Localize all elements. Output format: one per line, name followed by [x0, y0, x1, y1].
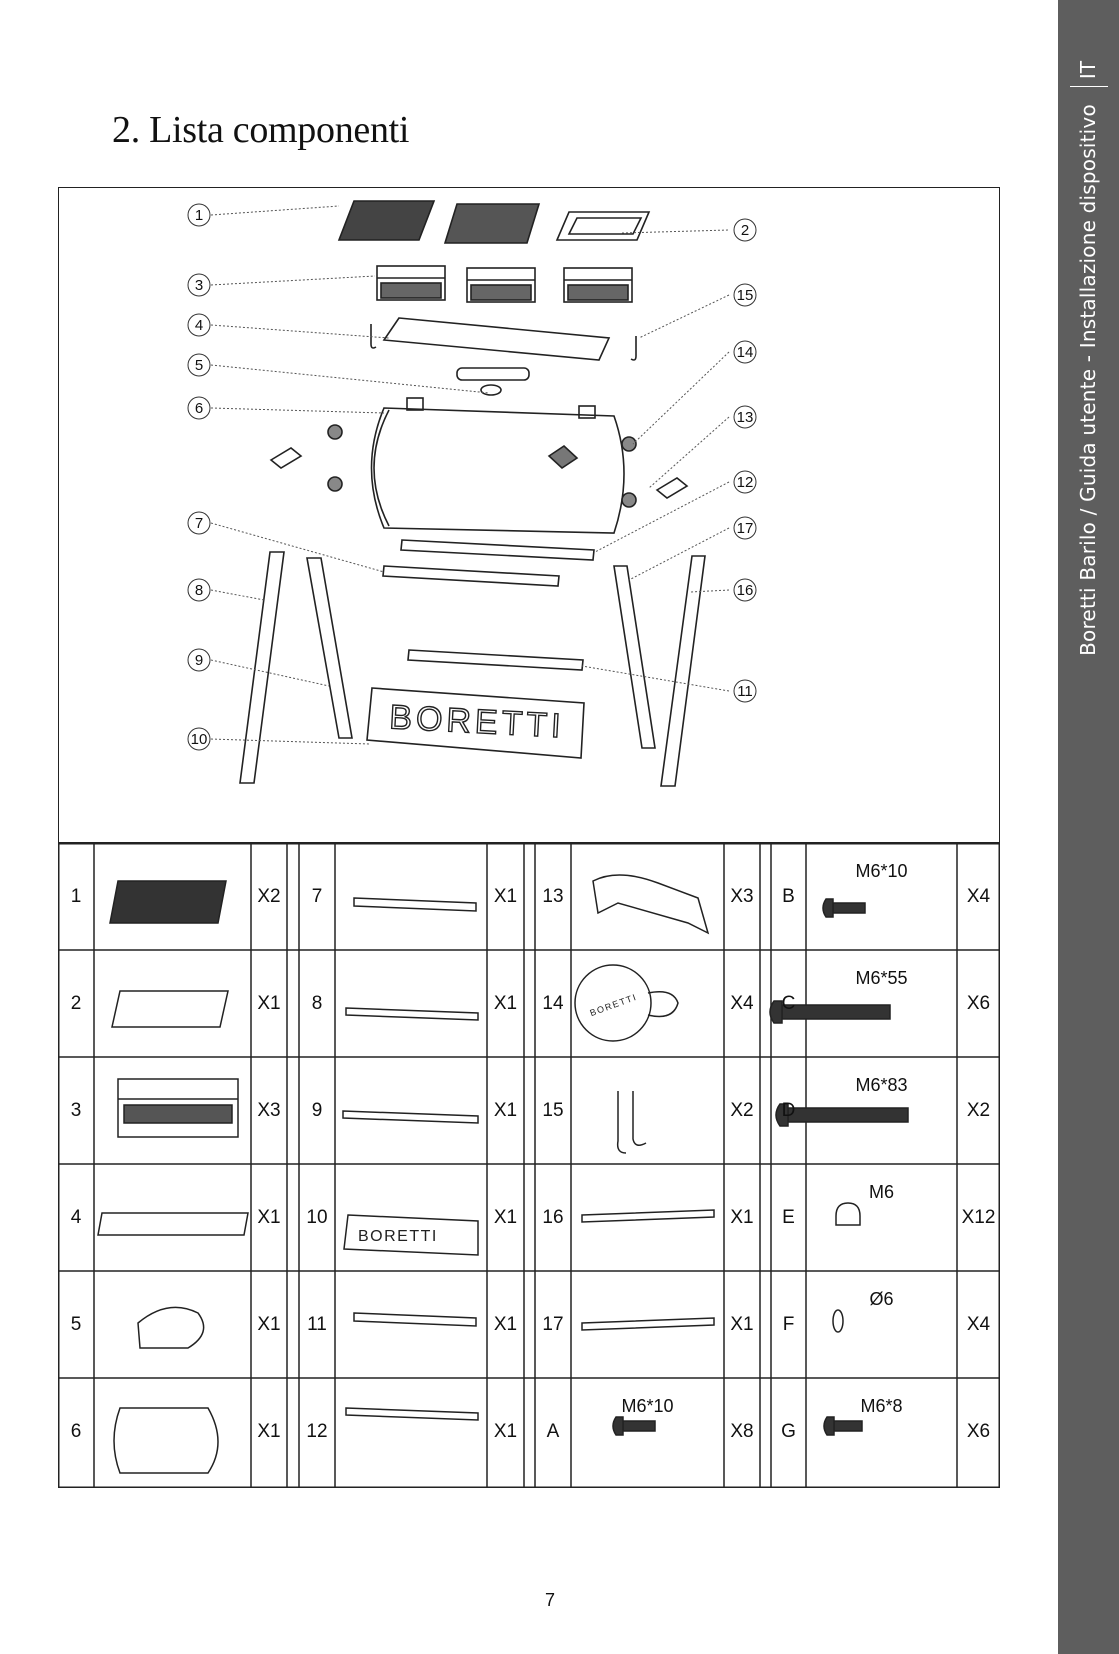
part-number: E — [782, 1206, 795, 1228]
part-number: 7 — [311, 885, 323, 907]
part-number: 5 — [70, 1313, 82, 1335]
callout-16-label: 16 — [736, 582, 754, 599]
part-number: 10 — [306, 1206, 328, 1228]
callout-1-label: 1 — [194, 207, 204, 224]
part-number: D — [781, 1099, 796, 1121]
part-quantity: X4 — [966, 885, 991, 907]
barrel — [372, 398, 625, 533]
callout-12 — [734, 471, 756, 493]
exploded-view-diagram — [58, 187, 1000, 843]
part-quantity: X1 — [257, 1313, 281, 1335]
part-number: 12 — [306, 1420, 328, 1442]
part-number: 6 — [70, 1420, 82, 1442]
callout-11 — [734, 680, 756, 702]
callout-14 — [734, 341, 756, 363]
exploded-view-drawing — [59, 188, 1001, 844]
part-number: 11 — [307, 1313, 327, 1335]
part-number: 1 — [70, 885, 82, 907]
part-6-barrel-picture — [114, 1408, 218, 1473]
part-16-leg-picture — [582, 1210, 714, 1222]
part-quantity: X1 — [493, 885, 518, 907]
part-number: C — [781, 992, 796, 1014]
part-quantity: X12 — [961, 1206, 996, 1228]
callout-17 — [734, 517, 756, 539]
fastener-size-label: M6*10 — [855, 860, 908, 881]
part-quantity: X1 — [257, 1420, 281, 1442]
fastener-size-label: Ø6 — [869, 1288, 894, 1309]
callout-6 — [188, 397, 210, 419]
page-number: 7 — [544, 1590, 555, 1610]
part-number: 8 — [311, 992, 323, 1014]
fastener-size-label: M6*10 — [621, 1395, 674, 1416]
callout-16 — [734, 579, 756, 601]
part-10-plate-brand: BORETTI — [358, 1228, 438, 1245]
part-quantity: X6 — [966, 1420, 991, 1442]
part-quantity: X2 — [257, 885, 281, 907]
callout-5 — [188, 354, 210, 376]
part-quantity: X2 — [966, 1099, 991, 1121]
fastener-size-label: M6*83 — [855, 1074, 908, 1095]
part-number: 3 — [70, 1099, 82, 1121]
part-number: 14 — [542, 992, 564, 1014]
part-11-bar-picture — [354, 1313, 476, 1326]
callout-15 — [734, 284, 756, 306]
language-label: IT — [1076, 60, 1100, 80]
part-number: A — [546, 1420, 560, 1442]
part-number: 16 — [542, 1206, 564, 1228]
part-quantity: X4 — [730, 992, 754, 1014]
callout-6-label: 6 — [194, 400, 204, 417]
part-13-handle-picture — [593, 875, 708, 933]
callout-11-label: 11 — [737, 683, 753, 700]
fastener-size-label: M6*8 — [860, 1395, 903, 1416]
part-4-tray-picture — [98, 1213, 248, 1235]
part-quantity: X1 — [493, 1420, 518, 1442]
callout-2 — [734, 219, 756, 241]
part-1-grid-picture — [110, 881, 226, 923]
callout-7 — [188, 512, 210, 534]
callout-3 — [188, 274, 210, 296]
part-14-wheel-brand: BORETTI — [588, 991, 639, 1019]
bolt-d-picture — [788, 1108, 908, 1122]
callout-4-label: 4 — [194, 317, 204, 334]
part-quantity: X1 — [493, 992, 518, 1014]
part-quantity: X3 — [730, 885, 754, 907]
fastener-size-label: M6*55 — [855, 967, 908, 988]
part-number: F — [782, 1313, 795, 1335]
callout-13-label: 13 — [736, 409, 754, 426]
part-12-bar-picture — [346, 1408, 478, 1420]
sidebar-divider — [1070, 86, 1108, 87]
part-number: 13 — [542, 885, 564, 907]
page-title: 2. Lista componenti — [112, 109, 410, 151]
callout-10-label: 10 — [190, 731, 208, 748]
part-quantity: X2 — [730, 1099, 754, 1121]
part-number: 17 — [542, 1313, 564, 1335]
callout-3-label: 3 — [194, 277, 204, 294]
callout-17-label: 17 — [736, 520, 754, 537]
part-quantity: X1 — [493, 1206, 518, 1228]
part-number: 15 — [542, 1099, 564, 1121]
part-quantity: X8 — [730, 1420, 754, 1442]
part-quantity: X1 — [730, 1313, 754, 1335]
part-17-leg-picture — [582, 1318, 714, 1330]
callout-8 — [188, 579, 210, 601]
part-quantity: X1 — [257, 992, 281, 1014]
part-number: G — [781, 1420, 796, 1442]
part-quantity: X1 — [730, 1206, 754, 1228]
part-2-grid-picture — [112, 991, 228, 1027]
part-8-bar-picture — [346, 1008, 478, 1020]
part-9-bar-picture — [343, 1111, 478, 1123]
callout-13 — [734, 406, 756, 428]
bolt-b-picture — [833, 903, 865, 913]
part-number: 9 — [311, 1099, 323, 1121]
callout-9-label: 9 — [194, 652, 204, 669]
part-number: 2 — [70, 992, 82, 1014]
part-quantity: X1 — [493, 1313, 518, 1335]
charcoal-baskets — [377, 266, 632, 302]
sidebar-document-title: Boretti Barilo / Guida utente - Installazione dispositivo — [1076, 104, 1100, 656]
callout-10 — [188, 728, 210, 750]
part-quantity: X1 — [257, 1206, 281, 1228]
callout-14-label: 14 — [736, 344, 754, 361]
callout-15-label: 15 — [736, 287, 754, 304]
part-number: B — [782, 885, 795, 907]
fastener-size-label: M6 — [868, 1181, 894, 1202]
components-table — [58, 843, 1000, 1488]
part-quantity: X3 — [257, 1099, 281, 1121]
callout-4 — [188, 314, 210, 336]
callout-9 — [188, 649, 210, 671]
callout-12-label: 12 — [736, 474, 754, 491]
part-quantity: X6 — [966, 992, 991, 1014]
diagram-brand-text: BORETTI — [388, 698, 566, 746]
part-number: 4 — [70, 1206, 82, 1228]
part-7-bar-picture — [354, 898, 476, 911]
callout-7-label: 7 — [194, 515, 204, 532]
part-quantity: X4 — [966, 1313, 991, 1335]
callout-2-label: 2 — [740, 222, 750, 239]
callout-5-label: 5 — [194, 357, 204, 374]
cooking-grid-1 — [339, 201, 649, 243]
part-15-hook-picture — [618, 1091, 646, 1153]
part-5-thermometer-picture — [138, 1307, 204, 1348]
part-quantity: X1 — [493, 1099, 518, 1121]
callout-1 — [188, 204, 210, 226]
callout-8-label: 8 — [194, 582, 204, 599]
